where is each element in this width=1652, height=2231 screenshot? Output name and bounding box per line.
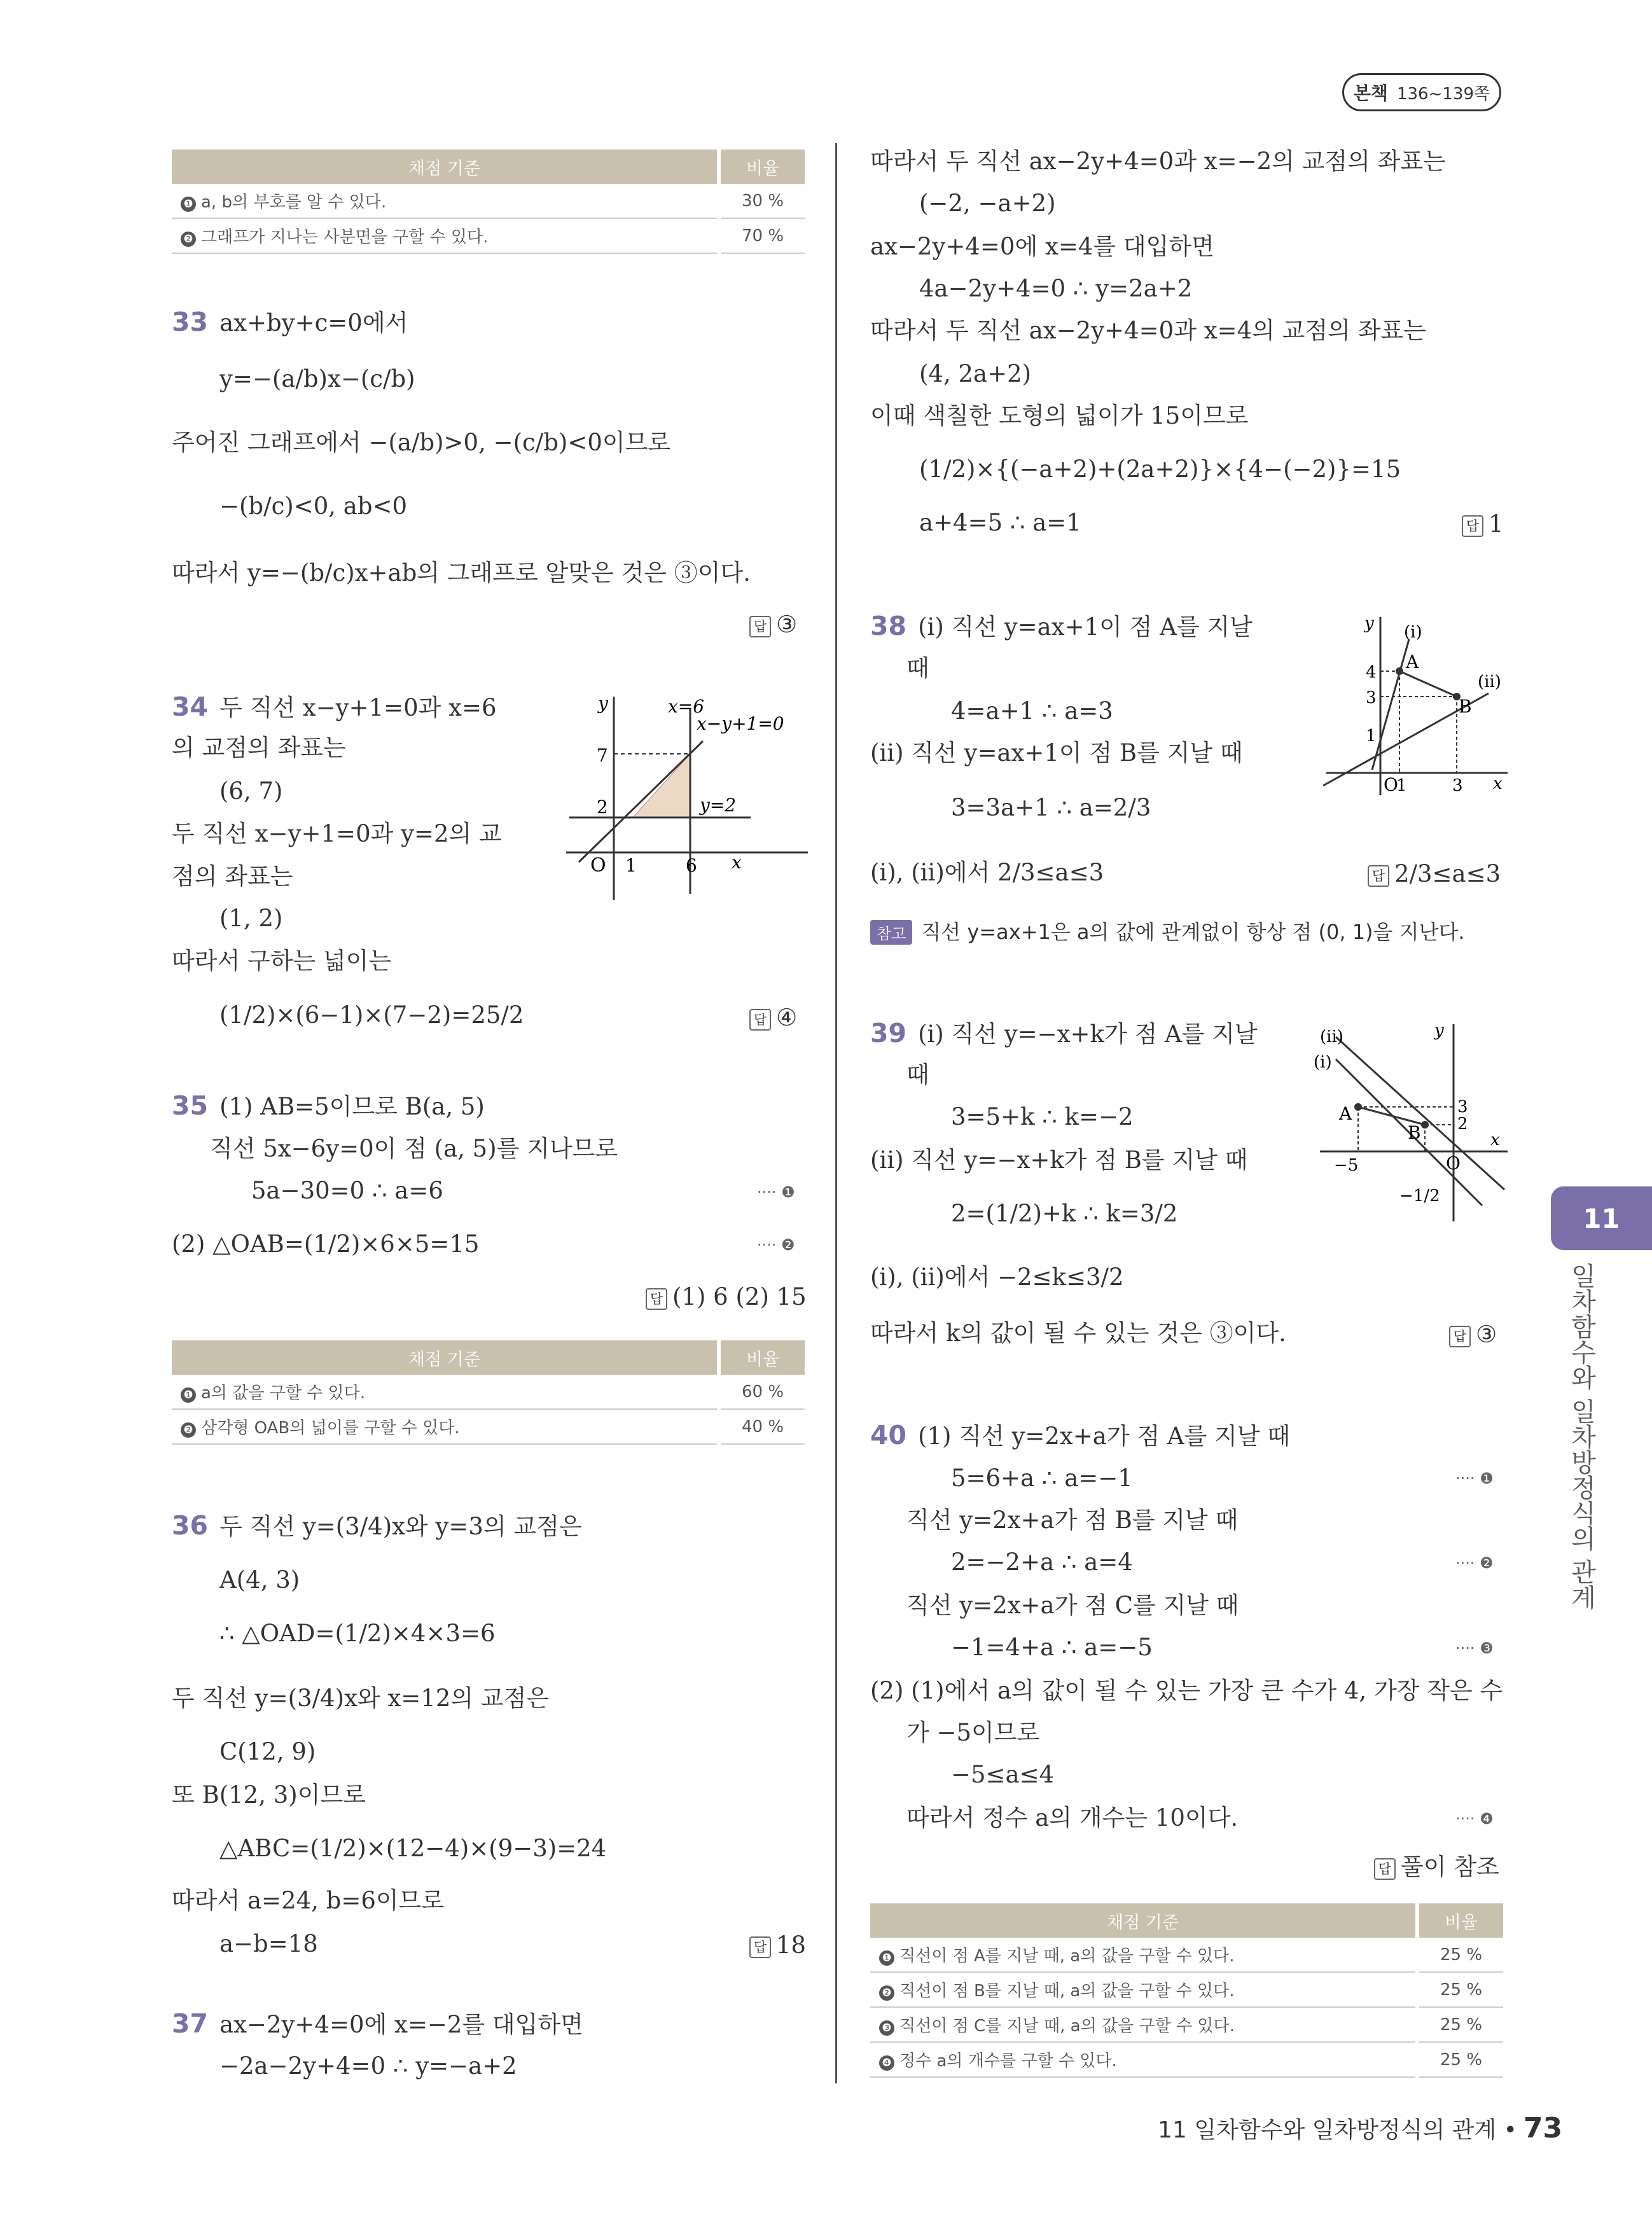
segment-ab <box>1399 671 1457 697</box>
q40-line2: 5=6+a ∴ a=−1 <box>951 1464 1133 1492</box>
q38-answer: 답 2/3≤a≤3 <box>1368 860 1501 887</box>
note-tag: 참고 <box>870 920 912 945</box>
q37-line7: 따라서 두 직선 ax−2y+4=0과 x=4의 교점의 좌표는 <box>870 317 1426 344</box>
svg-text:x: x <box>1490 1130 1500 1150</box>
q38-line4: (ii) 직선 y=ax+1이 점 B를 지날 때 <box>870 739 1243 767</box>
answer-box-icon: 답 <box>749 1009 771 1031</box>
q38-line1: 38 (i) 직선 y=ax+1이 점 A를 지날 <box>870 611 1253 641</box>
q39-number: 39 <box>870 1018 907 1048</box>
table-row: ❷ 직선이 점 B를 지날 때, a의 값을 구할 수 있다. 25 % <box>870 1972 1503 2007</box>
q39-line6: (i), (ii)에서 −2≤k≤3/2 <box>870 1263 1124 1291</box>
table-header-ratio: 비율 <box>1417 1903 1503 1938</box>
answer-box-icon: 답 <box>1374 1858 1396 1880</box>
q39-line1: 39 (i) 직선 y=−x+k가 점 A를 지날 <box>870 1018 1258 1048</box>
q40-line4: 2=−2+a ∴ a=4 <box>951 1548 1133 1576</box>
line-ii <box>1336 1037 1504 1190</box>
x6-label: x=6 <box>668 696 705 717</box>
line-i <box>1372 639 1409 770</box>
svg-text:O: O <box>1384 774 1398 795</box>
svg-text:O: O <box>1446 1153 1461 1174</box>
q34-answer: 답 ④ <box>749 1004 797 1031</box>
q40-line7: (2) (1)에서 a의 값이 될 수 있는 가장 큰 수가 4, 가장 작은 수 <box>870 1677 1503 1704</box>
q34-number: 34 <box>172 692 209 722</box>
page-range-tag <box>1342 73 1501 111</box>
svg-text:(i): (i) <box>1404 623 1422 642</box>
q37-line2: −2a−2y+4=0 ∴ y=−a+2 <box>219 2052 517 2080</box>
svg-text:B: B <box>1408 1122 1421 1143</box>
svg-text:3: 3 <box>1457 1097 1468 1116</box>
table-row: ❷ 그래프가 지나는 사분면을 구할 수 있다. 70 % <box>172 218 805 253</box>
criteria-table-40 <box>870 1903 1503 2078</box>
bullet-4-icon: ❹ <box>879 2055 894 2071</box>
q40-line3: 직선 y=2x+a가 점 B를 지날 때 <box>906 1506 1239 1534</box>
bullet-1-icon: ❶ <box>181 197 196 212</box>
q37-line4: (−2, −a+2) <box>919 190 1056 217</box>
q40-number: 40 <box>870 1420 907 1450</box>
svg-text:B: B <box>1459 696 1472 717</box>
chapter-side-title: 일차함수와 일차방정식의 관계 <box>1567 1263 1596 1610</box>
q40-step1: ···· ❶ <box>1455 1470 1494 1487</box>
q33-number: 33 <box>172 307 209 337</box>
answer-box-icon: 답 <box>749 1936 771 1958</box>
tag-pages: 136~139쪽 <box>1396 84 1490 104</box>
q35-answer: 답 (1) 6 (2) 15 <box>646 1283 807 1310</box>
svg-text:−5: −5 <box>1334 1156 1359 1175</box>
q38-number: 38 <box>870 611 907 641</box>
y-label: y <box>598 693 608 714</box>
chapter-tab[interactable]: 11 <box>1551 1186 1652 1250</box>
svg-text:−1/2: −1/2 <box>1399 1186 1440 1206</box>
q39-answer: 답 ③ <box>1449 1321 1497 1348</box>
q39-line3: 3=5+k ∴ k=−2 <box>951 1103 1134 1130</box>
q40-step2: ···· ❷ <box>1455 1554 1494 1572</box>
y2-label: y=2 <box>700 795 737 816</box>
svg-text:1: 1 <box>1396 776 1407 795</box>
line-label: x−y+1=0 <box>697 713 784 734</box>
q36-line4: 두 직선 y=(3/4)x와 x=12의 교점은 <box>172 1685 550 1712</box>
svg-text:A: A <box>1406 651 1419 672</box>
q40-line9: −5≤a≤4 <box>951 1761 1055 1788</box>
q37-line10: (1/2)×{(−a+2)+(2a+2)}×{4−(−2)}=15 <box>919 455 1401 483</box>
q36-line6: 또 B(12, 3)이므로 <box>172 1781 366 1809</box>
q33-line5: 따라서 y=−(b/c)x+ab의 그래프로 알맞은 것은 ③이다. <box>172 559 751 587</box>
q39-line2: 때 <box>906 1061 929 1088</box>
q36-number: 36 <box>172 1510 209 1541</box>
q34-line6: (1, 2) <box>219 905 283 932</box>
q34-line7: 따라서 구하는 넓이는 <box>172 947 392 975</box>
q35-line4: (2) △OAB=(1/2)×6×5=15 <box>172 1230 480 1258</box>
q33-line4: −(b/c)<0, ab<0 <box>219 492 408 520</box>
q33-line1: 33 ax+by+c=0에서 <box>172 307 408 337</box>
answer-box-icon: 답 <box>646 1288 667 1310</box>
answer-box-icon: 답 <box>1449 1326 1471 1347</box>
q39-line4: (ii) 직선 y=−x+k가 점 B를 지날 때 <box>870 1146 1248 1174</box>
q36-line9: a−b=18 <box>219 1930 318 1957</box>
tick-6: 6 <box>686 855 697 876</box>
q38-line2: 때 <box>906 655 929 682</box>
table-header: 채점 기준 <box>172 149 719 184</box>
q36-line8: 따라서 a=24, b=6이므로 <box>172 1887 445 1914</box>
q38-graph <box>1320 611 1511 802</box>
q33-line3: 주어진 그래프에서 −(a/b)>0, −(c/b)<0이므로 <box>172 429 671 456</box>
q34-line8: (1/2)×(6−1)×(7−2)=25/2 <box>219 1001 524 1029</box>
svg-text:(ii): (ii) <box>1320 1027 1343 1046</box>
bullet-1-icon: ❶ <box>181 1387 196 1403</box>
q33-answer: 답 ③ <box>749 611 797 638</box>
q35-step1: ···· ❶ <box>757 1183 795 1201</box>
q37-answer: 답 1 <box>1462 510 1504 538</box>
page-number: 73 <box>1523 2112 1563 2144</box>
svg-text:2: 2 <box>1457 1115 1468 1134</box>
q40-line8: 가 −5이므로 <box>906 1719 1040 1746</box>
table-row: ❹ 정수 a의 개수를 구할 수 있다. 25 % <box>870 2042 1503 2077</box>
svg-text:3: 3 <box>1452 776 1463 795</box>
table-header: 채점 기준 <box>870 1903 1417 1938</box>
q33-line2: y=−(a/b)x−(c/b) <box>219 365 415 393</box>
q34-line2: 의 교점의 좌표는 <box>172 734 346 761</box>
q36-line2: A(4, 3) <box>219 1566 300 1594</box>
svg-text:3: 3 <box>1366 688 1377 707</box>
q36-line1: 36 두 직선 y=(3/4)x와 y=3의 교점은 <box>172 1510 582 1541</box>
svg-text:4: 4 <box>1366 663 1377 682</box>
q37-line9: 이때 색칠한 도형의 넓이가 15이므로 <box>870 402 1249 429</box>
table-row: ❸ 직선이 점 C를 지날 때, a의 값을 구할 수 있다. 25 % <box>870 2007 1503 2042</box>
tick-1: 1 <box>625 855 637 876</box>
q38-line5: 3=3a+1 ∴ a=2/3 <box>951 794 1151 821</box>
svg-text:y: y <box>1364 614 1374 633</box>
q36-answer: 답 18 <box>749 1931 806 1959</box>
bullet-1-icon: ❶ <box>879 1950 894 1966</box>
tag-bold: 본책 <box>1353 83 1388 104</box>
q40-line5: 직선 y=2x+a가 점 C를 지날 때 <box>906 1592 1239 1619</box>
table-row: ❶ a의 값을 구할 수 있다. 60 % <box>172 1375 805 1409</box>
bullet-2-icon: ❷ <box>181 1422 196 1438</box>
footer-chapter: 11 일차함수와 일차방정식의 관계 • <box>1158 2117 1517 2143</box>
q37-line6: 4a−2y+4=0 ∴ y=2a+2 <box>919 275 1193 302</box>
x-label: x <box>732 852 742 873</box>
q40-line1: 40 (1) 직선 y=2x+a가 점 A를 지날 때 <box>870 1420 1291 1450</box>
q36-line7: △ABC=(1/2)×(12−4)×(9−3)=24 <box>219 1835 607 1862</box>
table-header-ratio: 비율 <box>719 149 805 184</box>
svg-text:(i): (i) <box>1314 1053 1332 1072</box>
answer-box-icon: 답 <box>1368 865 1389 887</box>
bullet-3-icon: ❸ <box>879 2020 894 2036</box>
shaded-triangle <box>633 754 690 817</box>
table-header-ratio: 비율 <box>719 1340 805 1375</box>
q37-line11: a+4=5 ∴ a=1 <box>919 509 1081 536</box>
q40-step4: ···· ❹ <box>1455 1810 1494 1828</box>
svg-text:y: y <box>1434 1021 1444 1040</box>
q36-line3: ∴ △OAD=(1/2)×4×3=6 <box>219 1620 496 1647</box>
svg-text:(ii): (ii) <box>1478 672 1501 692</box>
q39-graph <box>1314 1018 1514 1228</box>
q37-line1: 37 ax−2y+4=0에 x=−2를 대입하면 <box>172 2008 583 2039</box>
bullet-2-icon: ❷ <box>181 232 196 247</box>
q40-line10: 따라서 정수 a의 개수는 10이다. <box>906 1804 1239 1831</box>
point-a <box>1354 1103 1362 1111</box>
q39-line5: 2=(1/2)+k ∴ k=3/2 <box>951 1200 1178 1227</box>
q35-line2: 직선 5x−6y=0이 점 (a, 5)를 지나므로 <box>210 1135 618 1162</box>
criteria-table-32 <box>172 149 805 254</box>
svg-text:A: A <box>1339 1103 1352 1124</box>
q40-step3: ···· ❸ <box>1455 1639 1494 1657</box>
svg-text:1: 1 <box>1366 726 1377 746</box>
q38-line6: (i), (ii)에서 2/3≤a≤3 <box>870 859 1104 886</box>
q37-line8: (4, 2a+2) <box>919 360 1032 387</box>
point-b <box>1421 1121 1429 1129</box>
q34-line4: 두 직선 x−y+1=0과 y=2의 교 <box>172 820 502 847</box>
table-row: ❶ a, b의 부호를 알 수 있다. 30 % <box>172 184 805 218</box>
q35-line3: 5a−30=0 ∴ a=6 <box>251 1177 443 1204</box>
q37-line3: 따라서 두 직선 ax−2y+4=0과 x=−2의 교점의 좌표는 <box>870 148 1446 175</box>
q38-line3: 4=a+1 ∴ a=3 <box>951 697 1113 725</box>
table-row: ❶ 직선이 점 A를 지날 때, a의 값을 구할 수 있다. 25 % <box>870 1938 1503 1972</box>
q34-graph <box>560 690 814 907</box>
q40-answer: 답 풀이 참조 <box>1374 1847 1499 1882</box>
table-row: ❷ 삼각형 OAB의 넓이를 구할 수 있다. 40 % <box>172 1409 805 1444</box>
q34-line5: 점의 좌표는 <box>172 863 293 890</box>
tick-7: 7 <box>597 745 608 766</box>
q35-line1: 35 (1) AB=5이므로 B(a, 5) <box>172 1090 485 1121</box>
column-divider <box>835 143 837 2083</box>
q40-line6: −1=4+a ∴ a=−5 <box>951 1634 1153 1661</box>
q34-line3: (6, 7) <box>219 777 283 805</box>
q39-line7: 따라서 k의 값이 될 수 있는 것은 ③이다. <box>870 1319 1286 1347</box>
q35-step2: ···· ❷ <box>757 1236 795 1254</box>
table-header: 채점 기준 <box>172 1340 719 1375</box>
bullet-2-icon: ❷ <box>879 1985 894 2001</box>
q38-note: 참고 직선 y=ax+1은 a의 값에 관계없이 항상 점 (0, 1)을 지난다. <box>870 916 1465 945</box>
tick-2: 2 <box>597 796 608 817</box>
q36-line5: C(12, 9) <box>219 1738 316 1765</box>
q37-number: 37 <box>172 2008 209 2039</box>
origin-label: O <box>590 854 606 877</box>
answer-box-icon: 답 <box>1462 515 1483 537</box>
page-footer <box>1158 2112 1562 2144</box>
svg-text:x: x <box>1493 774 1503 793</box>
point-a <box>1396 667 1403 675</box>
q35-number: 35 <box>172 1090 209 1121</box>
criteria-table-35 <box>172 1340 805 1445</box>
q34-line1: 34 두 직선 x−y+1=0과 x=6 <box>172 692 497 722</box>
answer-box-icon: 답 <box>749 616 771 637</box>
q37-line5: ax−2y+4=0에 x=4를 대입하면 <box>870 233 1214 260</box>
